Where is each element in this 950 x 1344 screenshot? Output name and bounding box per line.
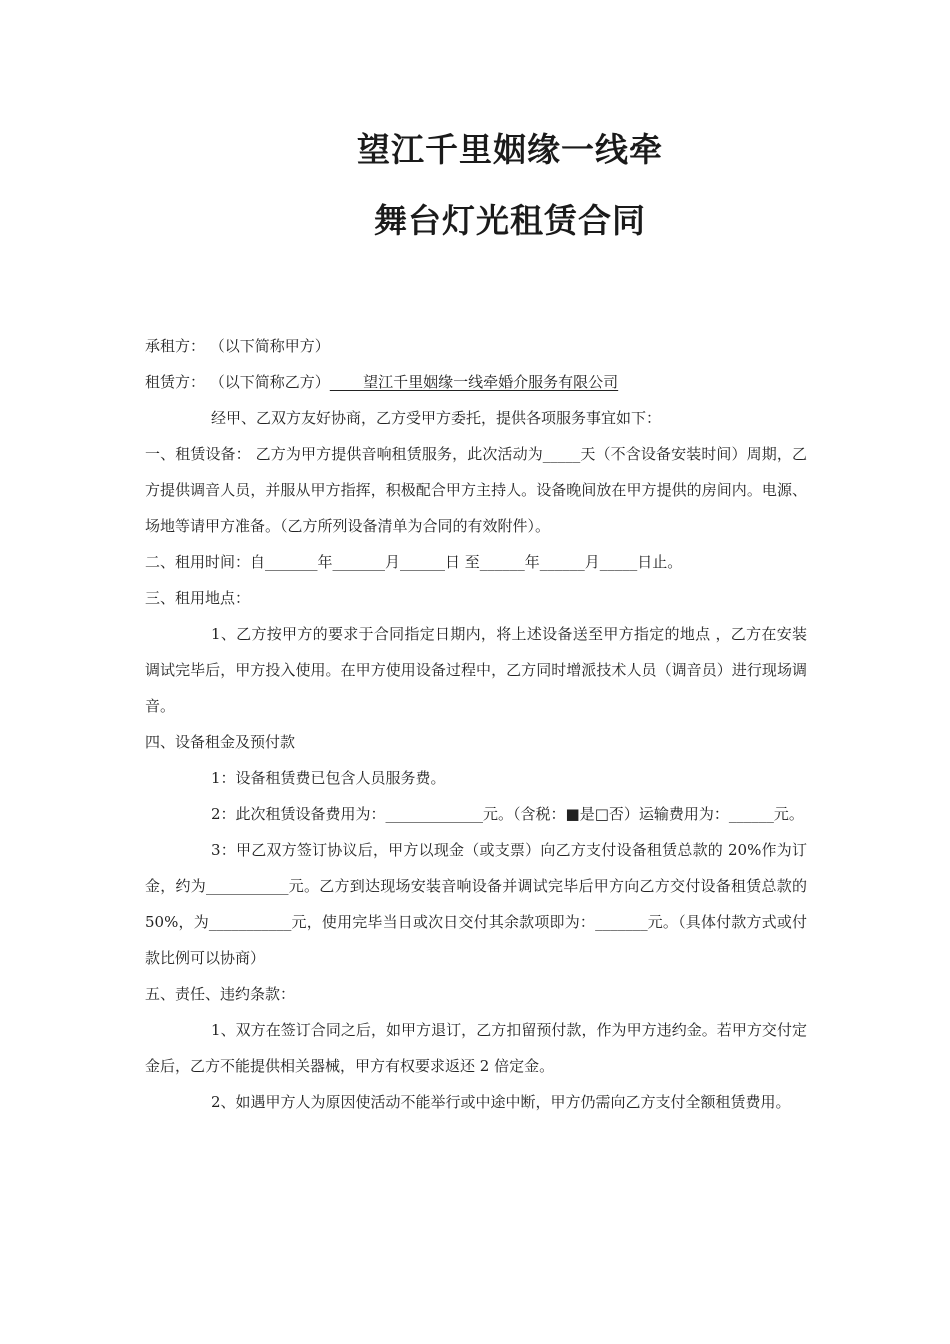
section-3-heading: 三、租用地点： <box>145 589 251 607</box>
lessor-company-name: 望江千里姻缘一线牵婚介服务有限公司 <box>329 373 619 391</box>
section-5-item-1: 1、双方在签订合同之后，如甲方退订，乙方扣留预付款，作为甲方违约金。若甲方交付定金后，乙方不能提供相关器械，甲方有权要求返还 2 倍定金。 <box>145 1021 807 1075</box>
document-title-line1: 望江千里姻缘一线牵 <box>357 130 663 169</box>
section-5-heading: 五、责任、违约条款： <box>145 985 296 1003</box>
document-title-line2: 舞台灯光租赁合同 <box>374 201 646 240</box>
section-1-equipment: 一、租赁设备： 乙方为甲方提供音响租赁服务，此次活动为_____天（不含设备安装时间）周期，乙方提供调音人员，并服从甲方指挥，积极配合甲方主持人。设备晚间放在甲方提供的房间内。电源、场地等请甲方准备。（乙方所列设备清单为合同的有效附件）。 <box>145 445 807 535</box>
lessee-line: 承租方： （以下简称甲方） <box>145 337 330 355</box>
section-4-heading: 四、设备租金及预付款 <box>145 733 296 751</box>
section-3-item-1: 1、乙方按甲方的要求于合同指定日期内，将上述设备送至甲方指定的地点 ，乙方在安装调试完毕后，甲方投入使用。在甲方使用设备过程中，乙方同时增派技术人员（调音员）进行现场调音。 <box>145 625 807 715</box>
section-4-item-1: 1：设备租赁费已包含人员服务费。 <box>211 769 446 787</box>
section-2-rental-time: 二、租用时间：自_______年_______月______日 至______年______月_____日止。 <box>145 553 683 571</box>
section-4-item-2: 2：此次租赁设备费用为：_____________元。（含税：■是□否）运输费用为：______元。 <box>211 805 804 823</box>
intro-paragraph: 经甲、乙双方友好协商，乙方受甲方委托，提供各项服务事宜如下： <box>211 409 662 427</box>
lessor-line <box>145 364 807 400</box>
section-5-item-2: 2、如遇甲方人为原因使活动不能举行或中途中断，甲方仍需向乙方支付全额租赁费用。 <box>211 1093 791 1111</box>
contract-body <box>145 328 807 1120</box>
lessor-label: 租赁方： （以下简称乙方） <box>145 373 330 391</box>
section-4-item-3: 3：甲乙双方签订协议后，甲方以现金（或支票）向乙方支付设备租赁总款的 20%作为订金，约为___________元。乙方到达现场安装音响设备并调试完毕后甲方向乙方交付设备租赁总款的 50%，为___________元，使用完毕当日或次日交付其余款项即为：_______元。（具体付款方式或付款比例可以协商） <box>145 841 807 967</box>
